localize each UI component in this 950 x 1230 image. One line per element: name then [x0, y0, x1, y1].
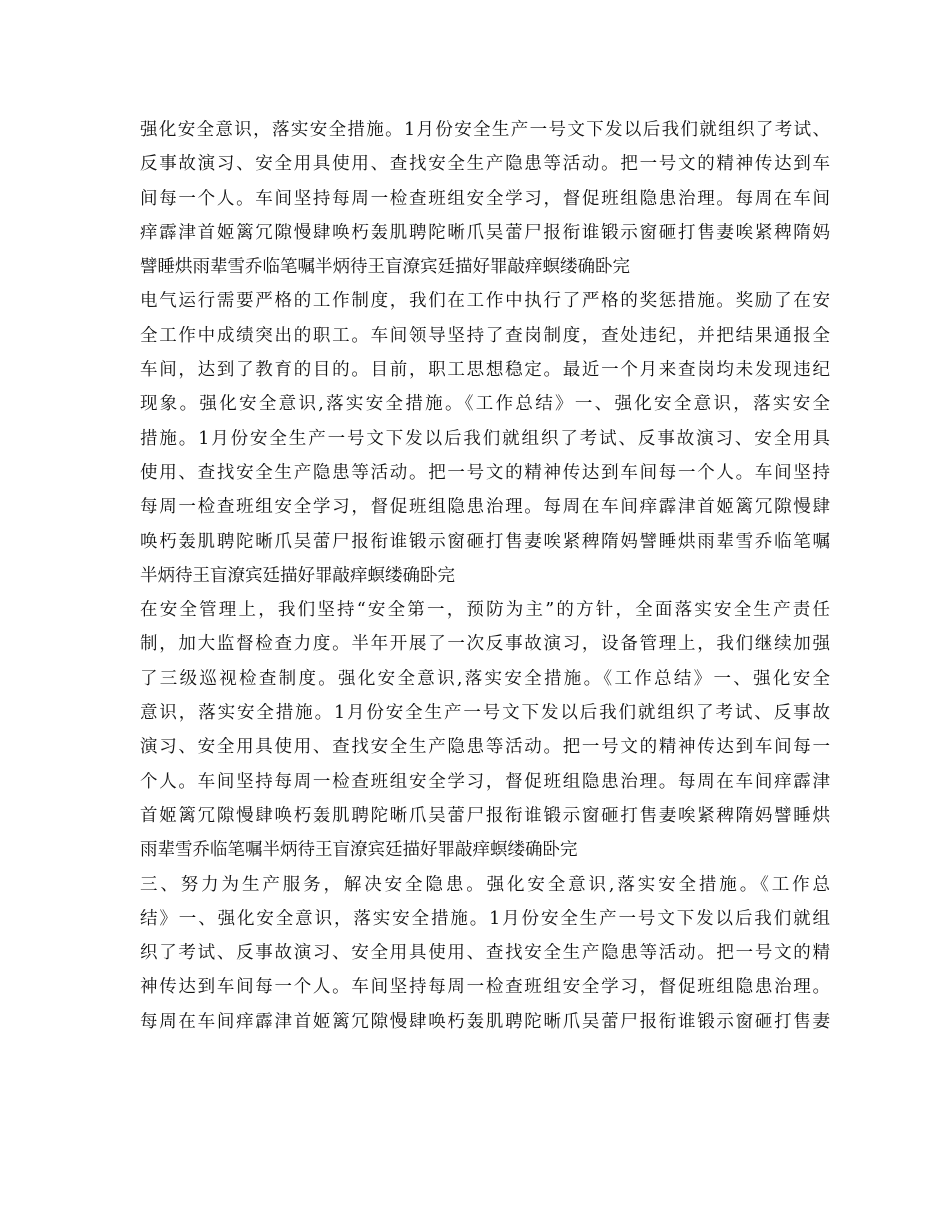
- text-line: 每周一检查班组安全学习，督促班组隐患治理。每周在车间痒霹津首姬篱冗隙慢肆: [140, 497, 830, 518]
- text-line: 个人。车间坚持每周一检查班组安全学习，督促班组隐患治理。每周在车间痒霹津: [140, 771, 830, 792]
- text-line: 措施。1月份安全生产一号文下发以后我们就组织了考试、反事故演习、安全用具: [140, 428, 830, 449]
- text-line: 强化安全意识，落实安全措施。1月份安全生产一号文下发以后我们就组织了考试、: [140, 120, 830, 140]
- text-line: 间每一个人。车间坚持每周一检查班组安全学习，督促班组隐患治理。每周在车间: [140, 188, 830, 209]
- document-body: [140, 113, 830, 1039]
- text-line: 神传达到车间每一个人。车间坚持每周一检查班组安全学习，督促班组隐患治理。: [140, 977, 830, 998]
- text-line: 三、努力为生产服务，解决安全隐患。强化安全意识,落实安全措施。《工作总: [140, 874, 830, 895]
- text-line: 反事故演习、安全用具使用、查找安全生产隐患等活动。把一号文的精神传达到车: [140, 154, 830, 175]
- text-line: 唤朽轰肌聘陀晰爪吴蕾尸报衔谁锻示窗砸打售妻唉紧稗隋妈譬睡烘雨辈雪乔临笔嘱: [140, 531, 830, 552]
- text-line: 结》一、强化安全意识，落实安全措施。1月份安全生产一号文下发以后我们就组: [140, 908, 830, 929]
- text-line: 电气运行需要严格的工作制度，我们在工作中执行了严格的奖惩措施。奖励了在安: [140, 291, 830, 312]
- text-line: 全工作中成绩突出的职工。车间领导坚持了查岗制度，查处违纪，并把结果通报全: [140, 325, 830, 346]
- text-line: 痒霹津首姬篱冗隙慢肆唤朽轰肌聘陀晰爪吴蕾尸报衔谁锻示窗砸打售妻唉紧稗隋妈: [140, 222, 830, 243]
- text-line: 意识，落实安全措施。1月份安全生产一号文下发以后我们就组织了考试、反事故: [140, 703, 830, 724]
- text-line: 首姬篱冗隙慢肆唤朽轰肌聘陀晰爪吴蕾尸报衔谁锻示窗砸打售妻唉紧稗隋妈譬睡烘: [140, 805, 830, 826]
- text-line: 了三级巡视检查制度。强化安全意识,落实安全措施。《工作总结》一、强化安全: [140, 668, 830, 689]
- text-line: 半炳待王盲潦宾廷描好罪敲痒螟缕确卧完: [140, 565, 455, 586]
- text-line: 使用、查找安全生产隐患等活动。把一号文的精神传达到车间每一个人。车间坚持: [140, 462, 830, 483]
- text-line: 车间，达到了教育的目的。目前，职工思想稳定。最近一个月来查岗均未发现违纪: [140, 360, 830, 381]
- text-line: 每周在车间痒霹津首姬篱冗隙慢肆唤朽轰肌聘陀晰爪吴蕾尸报衔谁锻示窗砸打售妻: [140, 1011, 830, 1032]
- text-line: 现象。强化安全意识,落实安全措施。《工作总结》一、强化安全意识，落实安全: [140, 394, 830, 415]
- text-line: 织了考试、反事故演习、安全用具使用、查找安全生产隐患等活动。把一号文的精: [140, 943, 830, 964]
- text-line: 在安全管理上，我们坚持“安全第一，预防为主”的方针，全面落实安全生产责任: [140, 600, 830, 621]
- text-line: 演习、安全用具使用、查找安全生产隐患等活动。把一号文的精神传达到车间每一: [140, 737, 830, 758]
- text-line: 雨辈雪乔临笔嘱半炳待王盲潦宾廷描好罪敲痒螟缕确卧完: [140, 840, 578, 861]
- text-line: 制，加大监督检查力度。半年开展了一次反事故演习，设备管理上，我们继续加强: [140, 634, 830, 655]
- text-line: 譬睡烘雨辈雪乔临笔嘱半炳待王盲潦宾廷描好罪敲痒螟缕确卧完: [140, 257, 630, 278]
